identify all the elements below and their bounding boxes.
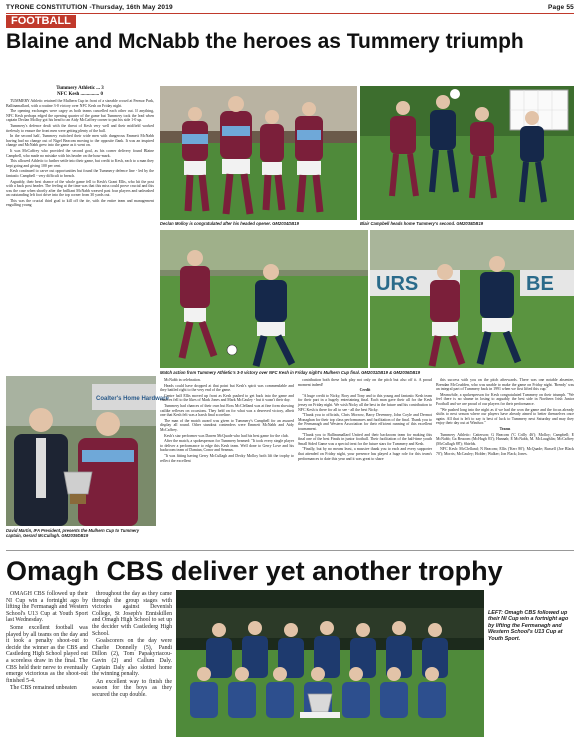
paragraph: McNabb in celebration. <box>164 378 201 382</box>
story1-column-2 <box>160 378 294 546</box>
paragraph: "Thank you to officials, Chris Morrow, Barry Devenney, John Coyle and Dermot Monaghan for their top class performances and facilitation of the final. Thank you to the Fermanagh and Western Association for their efficient running of this excellent tournament. <box>298 413 432 431</box>
paragraph: "Finally, but by no means least, a massive thank you to each and every supporter that attended on Friday night, your presence has played a huge role for this team's performances to date this year and it was great to share <box>298 447 432 461</box>
photo-campbell-header <box>360 86 574 220</box>
caption-team-photo: LEFT: Omagh CBS followed up their NI Cup win a fortnight ago by lifting the Fermanagh and Western School's U13 Cup at Youth Sport. <box>488 610 569 642</box>
paragraph: "A huge credit to Nicky, Rory and Tony and to this young and fantastic Kesh team for their part in a hugely entertaining final. Each man gave their all for the Kesh jersey on Friday night. We wish Nicky all the best in the future and his contribution to NFC Kesh is there for all to see - all the best Nicky. <box>298 393 432 412</box>
caption-photo-1: Declan Molloy is congratulated after his headed opener. GM2034DB19 <box>160 221 299 226</box>
paragraph: Goalscorers on the day were Charlie Donnelly (5), Pandi Dillon (2), Tom Papakyriacou-Gavin (2) and Callum Daly. Captain Daly also slotted home the winning penalty. <box>92 638 172 678</box>
paragraph: The opening exchanges were cagey as both teams cancelled each other out. If anything, NFC Kesh perhaps edged the opening quarter of the game but Tummery took the lead when captain Declan Molloy got his head to an Aidy McCaffrey corner to put his side 1-0 up. <box>6 109 154 123</box>
caption-photo-2: Blair Campbell heads home Tummery's second. GM2038DB19 <box>360 221 484 226</box>
photo-match-action-1 <box>160 230 368 368</box>
paragraph: "It was fitting having Gerry McCullagh and Decky Molloy both lift the trophy to reflect the excellent <box>160 453 294 463</box>
paragraph: After the match, a spokesperson for Tummery beamed: "It took every single player to deliver a performance to edge this Kesh team. Well done to Gerry Love and his backroom team of Damian, Conor and Seamus. <box>160 439 294 453</box>
story1-headline: Blaine and McNabb the heroes as Tummery triumph <box>6 30 524 53</box>
paragraph: Tummery Athletic: Catterson; G Beacom ('C Crilly 46'); Molloy; Campbell; E McNabb; Ga Beacom (McHugh 83'); Hannah; E McNabb, M. McLaughlin; McCaffrey (McCullagh 88'); Shields. <box>436 432 574 446</box>
paragraph: TUMMERY Athletic retained the Mulhern Cup in front of a sizeable crowd at Fermor Park, Ballinamallard, with a routine 3-0 victory over NFC Kesh on Friday night. <box>6 99 154 108</box>
paragraph: In the second half, Tummery switched their wide men with dangerous Emmett McNabb having had no change out of Nigel Beacom moving to the opposite flank. It was an inspired change and McNabb grew into the game as it went on. <box>6 134 154 148</box>
paragraph: This allowed Athletic to further settle into their game, but credit to Kesh, each to a man they kept going and giving 100 per cent. <box>6 159 154 168</box>
paragraph: Some excellent football was played by all teams on the day and it took a penalty shoot-out to decide the winner as the CBS and Castlederg High School played out a scoreless draw in the final. The CBS held their nerve to eventually emerge victorious as the shoot-out finished 5-4. <box>6 624 88 684</box>
score-line-home: Tummery Athletic ... 3 <box>56 86 104 91</box>
photo-molloy-celebration <box>160 86 357 220</box>
paragraph: Arguably, their best chance of the whole game fell to Kesh's Grant Ellis, who hit the post with a back post header. The feeling at the time was that this miss could prove crucial and this was the case when shortly after the brilliant McNabb weaved past four players and unleashed an outstanding left foot drive into the top corner from 30 yards out. <box>6 179 154 198</box>
score-line-away: NFC Kesh ............... 0 <box>56 91 104 97</box>
paragraph: contribution both these lads play not only on the pitch but also off it. A proud moment indeed! <box>298 378 432 387</box>
caption-match-action: Match action from Tummery Athletic's 3-0 victory over NFC Kesh in Friday night's Mulhern Cup final. GM2031DB19 & GM2036DB19 <box>160 370 421 375</box>
masthead-title: TYRONE CONSTITUTION -Thursday, 16th May 2019 <box>6 4 173 11</box>
paragraph: throughout the day as they came through the group stages with victories against Devenish College, St Joseph's Enniskillen and Omagh High School to set up the decider with Castlederg High School. <box>92 591 172 637</box>
story1-column-4 <box>436 378 574 546</box>
paragraph: NFC Kesh: McClelland; N Beacom; Ellis ('Kerr 80'); McQuade; Russell (Joe Black 70'); Morris; McCauley; Holder; Walker; Jon Flack; Jones. <box>436 447 574 456</box>
masthead-rule <box>6 13 574 14</box>
story2-headline: Omagh CBS deliver yet another trophy <box>6 556 503 586</box>
paragraph: Tummery's defence dealt with the threat of Kesh very well and their midfield worked tirelessly to ensure the front men were getting plenty of the ball. <box>6 123 154 133</box>
photo-trophy-presentation <box>6 376 169 526</box>
photo-match-action-2 <box>370 230 574 368</box>
svg-text:BE: BE <box>526 273 554 295</box>
paragraph: OMAGH CBS followed up their NI Cup win a fortnight ago by lifting the Fermanagh and Western School's U13 Cup at Youth Sport last Wednesday. <box>6 591 88 624</box>
story2-column-1 <box>6 591 88 737</box>
paragraph: Teams <box>499 426 511 431</box>
svg-text:URS: URS <box>376 273 419 295</box>
paragraph: Credit <box>359 388 371 393</box>
photo-omagh-cbs-team <box>176 590 484 737</box>
score-box <box>30 86 130 97</box>
paragraph: Kesh's star performer was Darren McQuade who had his best game for the club. <box>164 433 289 438</box>
paragraph: Kesh continued to carve out opportunities but found the Tummery defence line - led by the fantastic Campbell - very difficult to breach. <box>6 169 154 178</box>
story1-column-3 <box>298 378 432 546</box>
paragraph: The CBS remained unbeaten <box>10 685 77 692</box>
paragraph: Heads could have dropped at that point but Kesh's spirit was commendable and they battled right to the very end of the game. <box>160 383 294 393</box>
paragraph: This was the crucial third goal to kill off the tie, with the entire team and management engulfing young <box>6 198 154 208</box>
banner-text: Coalter's Home Hardware <box>96 396 169 402</box>
story2-column-2 <box>92 591 172 737</box>
paragraph: Meanwhile, a spokesperson for Kesh congratulated Tummery on their triumph. "We feel there is no shame in losing to arguably the best side in Northern Irish Junior Football and we are proud of our players for their performance. <box>436 392 574 406</box>
paragraph: "We pushed long into the night as if we had the won the game and the focus already shifts to next season where our players have already aimed to better themselves once again. All that is left to say is best of luck to Tummery next Saturday and may they enjoy their day out at Windsor." <box>436 407 574 426</box>
section-label: FOOTBALL <box>6 15 76 28</box>
story-divider <box>6 550 574 551</box>
paragraph: It was McCaffrey who provided the second goal, as his corner delivery found Blaine Campbell, who made no mistake with his header on the hour-mark. <box>6 148 154 158</box>
paragraph: this success with you on the pitch afterwards. There was one notable absentee, Brendan McCrudden, who was unable to make the game on Friday night. 'Brendy' was an integral part of Tummery back in 1991 when we first lifted this cup." <box>436 378 574 392</box>
paragraph: "Thank you to Ballinamallard United and their backroom team for making this final one of the best Finals in junior football. Their facilitation of the half-time youth Small Sided Game was a special treat for the future stars for Tummery and Kesh. <box>298 432 432 446</box>
paragraph: An excellent way to finish the season for the boys as they secured the cup double. <box>92 678 172 698</box>
page-number: Page 55 <box>548 4 574 11</box>
caption-trophy: David Martin, IFA President, presents the Mulhern Cup to Tummery captain, Gerard McCullagh. GM2039DB19 <box>6 528 140 538</box>
story1-column-1 <box>6 99 154 373</box>
paragraph: Centre half Ellis moved up front as Kesh pushed to get back into the game and chances fell to the likes of Mark Jones and Mark McCauley - but it wasn't their day. <box>160 393 294 403</box>
paragraph: The man of the match award was given to Tummery's Campbell for an assured display all round. Other standout contenders were Emmett McNabb and Aidy McCaffrey. <box>160 418 294 432</box>
paragraph: Tummery had chances of their own but Ross McClelland was at fine form showing catlike reflexes on occasions. They held on for what was a deserved victory, albeit one that Kesh felt was a harsh final scoreline. <box>160 403 294 418</box>
